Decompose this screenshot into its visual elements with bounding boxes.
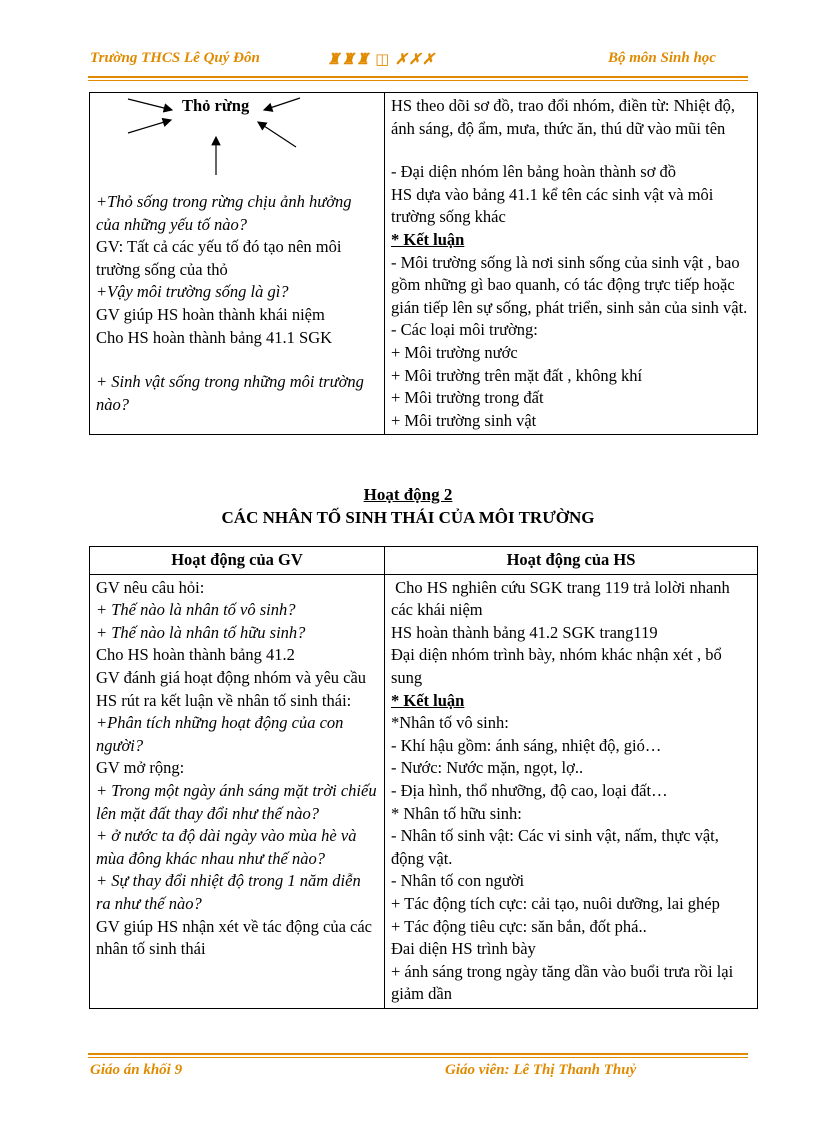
t2-left-5: +Phân tích những hoạt động của con người? [96,713,348,755]
arrow-top-right [264,98,300,110]
t1-left-3: GV giúp HS hoàn thành khái niệm [96,304,325,324]
table-ecological-factors [89,546,758,1009]
t1-left-2: +Vậy môi trường sống là gì? [96,282,289,302]
table1-right-cell [385,93,758,435]
t1-left-1: GV: Tất cả các yếu tố đó tạo nên môi trường sống của thỏ [96,237,346,279]
arrow-top-left [128,99,172,110]
table1-left-cell [90,93,385,435]
header-rule-thin [88,80,748,81]
t1-right-5: - Các loại môi trường: [391,320,538,340]
arrow-mid-left [128,120,171,133]
t1-right-2: HS dựa vào bảng 41.1 kể tên các sinh vật và môi trường sống khác [391,184,718,227]
t2-left-3: Cho HS hoàn thành bảng 41.2 [96,645,295,665]
t2-left-1: + Thế nào là nhân tố vô sinh? [96,600,296,620]
t1-right-7: + Môi trường trên mặt đất , không khí [391,365,643,385]
t1-right-0: HS theo dõi sơ đồ, trao đổi nhóm, điền từ: Nhiệt độ, ánh sáng, độ ẩm, mưa, thức ăn, thú dữ vào mũi tên [391,96,740,138]
diagram-center-label: Thỏ rừng [182,96,250,115]
table-environment [89,92,758,435]
t2-right-13: Đai diện HS trình bày [391,939,536,959]
t2-right-5: - Khí hậu gồm: ánh sáng, nhiệt độ, gió… [391,735,662,755]
t2-left-0: GV nêu câu hỏi: [96,577,205,597]
t2-right-11: + Tác động tích cực: cải tạo, nuôi dưỡng, lai ghép [391,893,720,913]
arrow-mid-right [258,122,296,147]
t2-right-0: Cho HS nghiên cứu SGK trang 119 trả lolời nhanh các khái niệm [391,577,734,620]
t1-right-8: + Môi trường trong đất [391,388,544,408]
t2-left-9: + Sự thay đổi nhiệt độ trong 1 năm diễn ra như thế nào? [96,871,365,913]
t2-left-4: GV đánh giá hoạt động nhóm và yêu cầu HS rút ra kết luận về nhân tố sinh thái: [96,667,371,710]
section-subtitle: CÁC NHÂN TỐ SINH THÁI CỦA MÔI TRƯỜNG [221,508,595,527]
t2-left-2: + Thế nào là nhân tố hữu sinh? [96,622,306,642]
table2-left-cell [90,574,385,1008]
t2-right-9: - Nhân tố sinh vật: Các vi sinh vật, nấm, thực vật, động vật. [391,826,724,868]
t2-right-6: - Nước: Nước mặn, ngọt, lợ.. [391,758,584,778]
footer-right: Giáo viên: Lê Thị Thanh Thuỷ [445,1062,637,1078]
t1-conclusion-heading: * Kết luận [391,229,465,249]
t2-left-7: + Trong một ngày ánh sáng mặt trời chiếu lên mặt đất thay đổi như thế nào? [96,780,381,823]
t1-left-5: + Sinh vật sống trong những môi trường nào? [96,372,369,414]
t2-left-10: GV giúp HS nhận xét về tác động của các nhân tố sinh thái [96,916,377,959]
table2-right-cell [385,574,758,1008]
header-ornament: ♜♜♜ ◫ ✗✗✗ [327,52,436,68]
t2-right-4: *Nhân tố vô sinh: [391,713,509,733]
t1-left-0: +Thỏ sống trong rừng chịu ảnh hưởng của những yếu tố nào? [96,192,356,234]
footer-rule-thin [88,1057,748,1058]
footer-rule [88,1053,748,1055]
t2-right-1: HS hoàn thành bảng 41.2 SGK trang119 [391,622,658,642]
t2-right-8: * Nhân tố hữu sinh: [391,803,522,823]
t1-right-6: + Môi trường nước [391,342,518,362]
footer-left: Giáo án khối 9 [90,1062,183,1078]
section-title: Hoạt động 2 [363,485,453,504]
t1-left-4: Cho HS hoàn thành bảng 41.1 SGK [96,327,333,347]
t2-right-12: + Tác động tiêu cực: săn bắn, đốt phá.. [391,916,647,936]
t1-right-1: - Đại diện nhóm lên bảng hoàn thành sơ đồ [391,162,677,182]
t2-conclusion-heading: * Kết luận [391,690,465,710]
header-subject: Bộ môn Sinh học [608,50,716,66]
t2-right-10: - Nhân tố con người [391,871,525,891]
header-school: Trường THCS Lê Quý Đôn [90,50,260,66]
col-header-hs: Hoạt động của HS [385,547,758,575]
t2-right-2: Đại diện nhóm trình bày, nhóm khác nhận xét , bổ sung [391,645,726,687]
col-header-gv: Hoạt động của GV [90,547,385,575]
t1-right-4: - Môi trường sống là nơi sinh sống của sinh vật , bao gồm những gì bao quanh, có tác động trực tiếp hoặc gián tiếp lên sự sống, phát triển, sinh sản của sinh vật. [391,252,748,317]
t2-right-7: - Địa hình, thổ nhưỡng, độ cao, loại đất… [391,780,668,800]
t2-right-14: + ánh sáng trong ngày tăng dần vào buổi trưa rồi lại giảm dần [391,961,738,1004]
t2-left-6: GV mở rộng: [96,758,185,778]
rabbit-diagram [96,95,378,181]
t2-left-8: + ở nước ta độ dài ngày vào mùa hè và mùa đông khác nhau như thế nào? [96,826,361,868]
header-rule [88,76,748,78]
t1-right-9: + Môi trường sinh vật [391,410,537,430]
